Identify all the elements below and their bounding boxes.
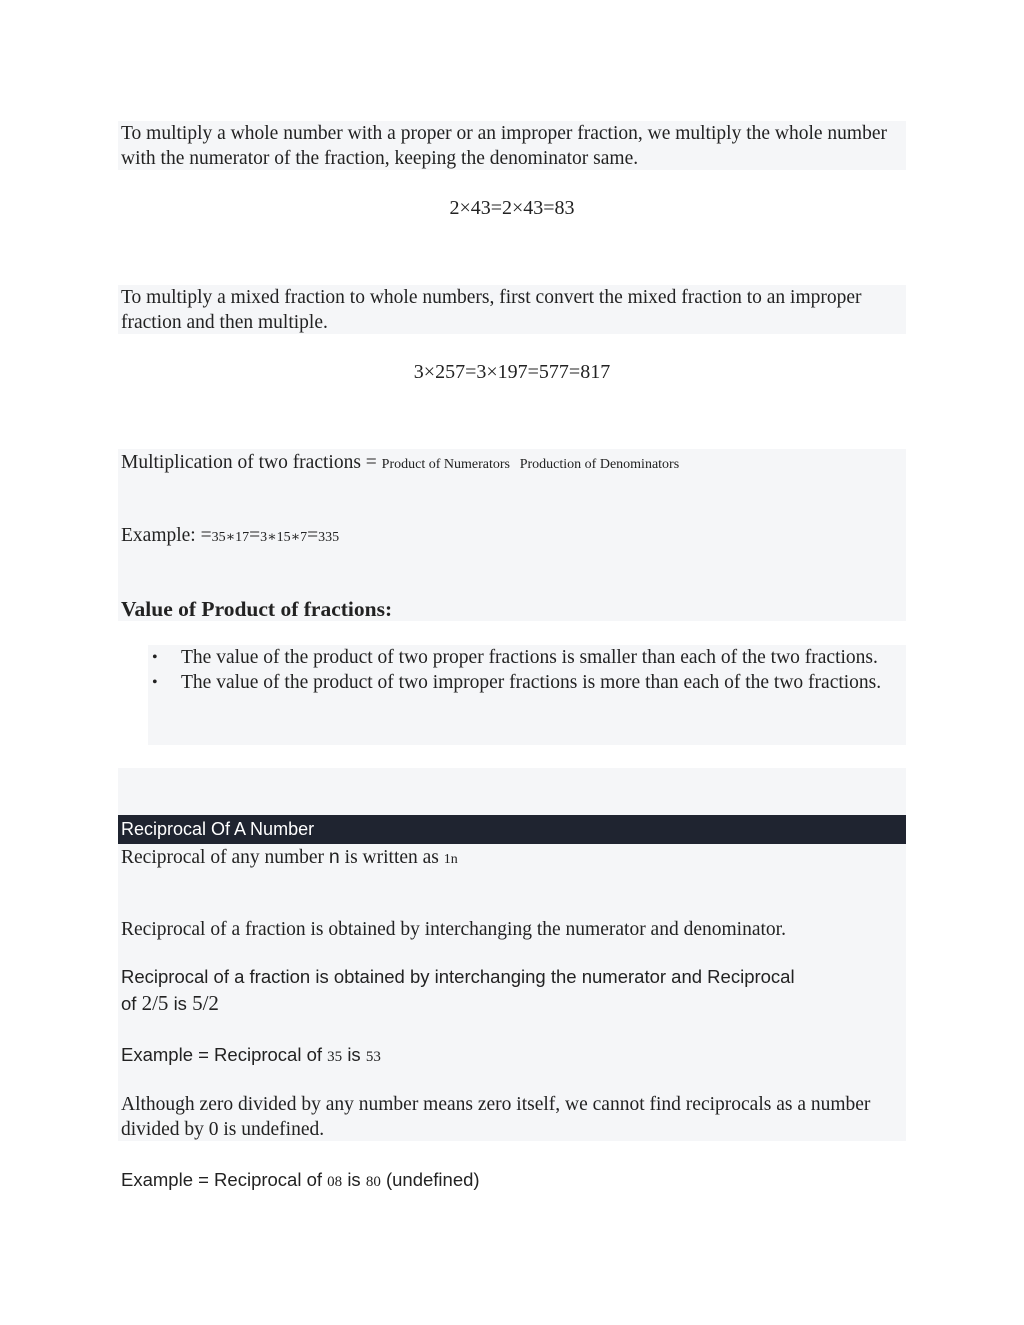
section2-formula: 3×257=3×197=577=817 xyxy=(413,361,611,383)
ex2-is: is xyxy=(347,1169,361,1190)
line3-is: is xyxy=(173,993,187,1014)
example-a: 35∗17 xyxy=(211,530,250,545)
reciprocal-spacer-bg xyxy=(118,768,906,815)
reciprocal-line1 xyxy=(121,845,901,872)
multiplication-rule xyxy=(121,450,901,477)
line1-frac: 1n xyxy=(443,852,458,867)
section1-text: To multiply a whole number with a proper or an improper fraction, we multiply the whole number with the numerator of the fraction, keeping the denominator same. xyxy=(121,123,887,169)
example-eq: = xyxy=(249,525,261,546)
mult-label: Multiplication of two fractions = xyxy=(121,452,377,473)
ex2-a: 08 xyxy=(327,1174,343,1190)
example-eq2: = xyxy=(307,525,319,546)
multiplication-example xyxy=(121,523,901,550)
bullet-list xyxy=(148,645,906,695)
mult-denominators: Production of Denominators xyxy=(519,457,680,472)
bullet-item-1: • The value of the product of two proper fractions is smaller than each of the two fractions. xyxy=(181,645,906,670)
ex1-a: 35 xyxy=(327,1049,343,1065)
example-label: Example: = xyxy=(121,525,212,546)
line1-mid: is written as xyxy=(344,847,439,868)
ex2-b: 80 xyxy=(365,1174,381,1190)
bullet-item-2: • The value of the product of two improper fractions is more than each of the two fractions. xyxy=(181,670,906,695)
reciprocal-line3 xyxy=(121,964,901,1017)
example-c: 335 xyxy=(318,530,340,545)
mult-numerators: Product of Numerators xyxy=(381,457,510,472)
reciprocal-example1 xyxy=(121,1042,901,1070)
line3-b: 5/2 xyxy=(192,991,219,1015)
value-heading: Value of Product of fractions: xyxy=(121,597,393,621)
ex1-is: is xyxy=(347,1044,361,1065)
reciprocal-example2 xyxy=(121,1167,901,1195)
line3-a: 2/5 xyxy=(141,991,169,1015)
ex2-suffix: (undefined) xyxy=(385,1169,480,1190)
section1-formula: 2×43=2×43=83 xyxy=(449,197,575,219)
line3-text: Reciprocal of a fraction is obtained by interchanging the numerator and Reciprocal xyxy=(121,966,795,987)
zero-text: Although zero divided by any number means zero itself, we cannot find reciprocals as a number divided by 0 is undefined. xyxy=(121,1094,871,1140)
line1-n: n xyxy=(328,846,340,868)
section2-text: To multiply a mixed fraction to whole numbers, first convert the mixed fraction to an improper fraction and then multiple. xyxy=(121,287,862,333)
line3-of: of xyxy=(121,993,137,1014)
example-b: 3∗15∗7 xyxy=(260,530,308,545)
ex2-label: Example = Reciprocal of xyxy=(121,1169,323,1190)
reciprocal-line2: Reciprocal of a fraction is obtained by interchanging the numerator and denominator. xyxy=(121,919,786,940)
ex1-label: Example = Reciprocal of xyxy=(121,1044,323,1065)
reciprocal-heading: Reciprocal Of A Number xyxy=(118,815,906,844)
ex1-b: 53 xyxy=(365,1049,381,1065)
line1-prefix: Reciprocal of any number xyxy=(121,847,325,868)
